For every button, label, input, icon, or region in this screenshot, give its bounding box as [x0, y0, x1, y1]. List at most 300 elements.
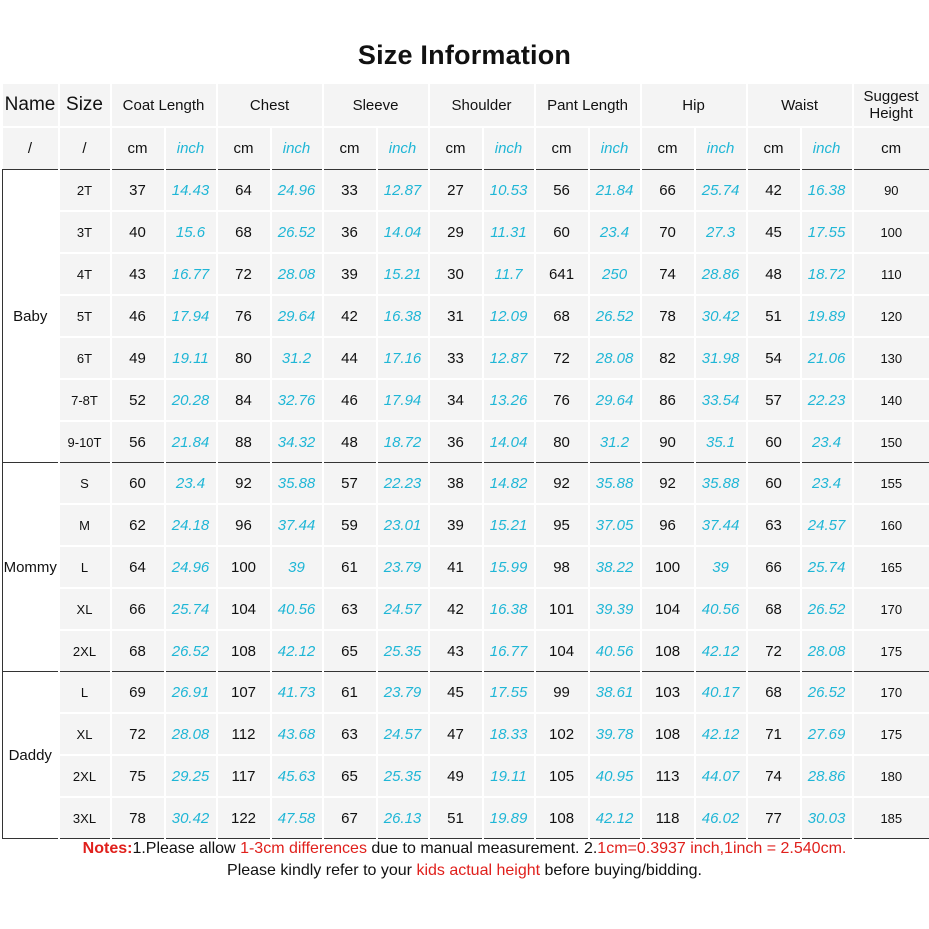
- cell-coat-inch: 15.6: [165, 211, 217, 253]
- cell-hip-inch: 40.56: [695, 588, 747, 630]
- cell-chest-cm: 108: [217, 630, 271, 672]
- cell-height-cm: 175: [853, 713, 929, 755]
- table-row: [3, 630, 929, 672]
- cell-hip-cm: 108: [641, 713, 695, 755]
- cell-height-cm: 185: [853, 797, 929, 839]
- table-row: [3, 379, 929, 421]
- cell-chest-inch: 32.76: [271, 379, 323, 421]
- cell-pant-inch: 38.22: [589, 546, 641, 588]
- unit-inch: inch: [271, 127, 323, 170]
- cell-hip-inch: 37.44: [695, 504, 747, 546]
- table-row: [3, 211, 929, 253]
- cell-coat-cm: 52: [111, 379, 165, 421]
- cell-shoulder-inch: 15.21: [483, 504, 535, 546]
- table-row: [3, 755, 929, 797]
- cell-waist-cm: 71: [747, 713, 801, 755]
- cell-size: 6T: [59, 337, 111, 379]
- cell-height-cm: 140: [853, 379, 929, 421]
- cell-chest-inch: 29.64: [271, 295, 323, 337]
- cell-waist-inch: 24.57: [801, 504, 853, 546]
- cell-coat-cm: 75: [111, 755, 165, 797]
- cell-chest-inch: 42.12: [271, 630, 323, 672]
- cell-pant-inch: 37.05: [589, 504, 641, 546]
- cell-chest-inch: 24.96: [271, 170, 323, 212]
- cell-height-cm: 90: [853, 170, 929, 212]
- cell-pant-cm: 99: [535, 672, 589, 714]
- cell-chest-cm: 100: [217, 546, 271, 588]
- cell-shoulder-inch: 11.31: [483, 211, 535, 253]
- cell-shoulder-cm: 27: [429, 170, 483, 212]
- notes-text: due to manual measurement. 2.: [366, 840, 598, 857]
- cell-shoulder-cm: 45: [429, 672, 483, 714]
- cell-chest-cm: 107: [217, 672, 271, 714]
- cell-chest-cm: 80: [217, 337, 271, 379]
- cell-waist-inch: 25.74: [801, 546, 853, 588]
- cell-coat-inch: 26.52: [165, 630, 217, 672]
- cell-waist-inch: 18.72: [801, 253, 853, 295]
- cell-shoulder-cm: 41: [429, 546, 483, 588]
- cell-waist-cm: 60: [747, 421, 801, 463]
- cell-coat-inch: 26.91: [165, 672, 217, 714]
- cell-hip-cm: 100: [641, 546, 695, 588]
- cell-hip-inch: 39: [695, 546, 747, 588]
- cell-pant-inch: 28.08: [589, 337, 641, 379]
- cell-shoulder-inch: 16.38: [483, 588, 535, 630]
- cell-shoulder-inch: 15.99: [483, 546, 535, 588]
- unit-inch: inch: [483, 127, 535, 170]
- cell-coat-cm: 60: [111, 463, 165, 505]
- cell-height-cm: 170: [853, 672, 929, 714]
- cell-pant-inch: 40.56: [589, 630, 641, 672]
- cell-chest-cm: 104: [217, 588, 271, 630]
- unit-inch: inch: [165, 127, 217, 170]
- cell-waist-inch: 22.23: [801, 379, 853, 421]
- cell-size: M: [59, 504, 111, 546]
- cell-waist-inch: 21.06: [801, 337, 853, 379]
- cell-chest-inch: 37.44: [271, 504, 323, 546]
- cell-chest-cm: 92: [217, 463, 271, 505]
- cell-size: XL: [59, 588, 111, 630]
- cell-shoulder-cm: 39: [429, 504, 483, 546]
- cell-pant-cm: 56: [535, 170, 589, 212]
- cell-waist-cm: 77: [747, 797, 801, 839]
- cell-pant-cm: 108: [535, 797, 589, 839]
- cell-coat-inch: 17.94: [165, 295, 217, 337]
- group-name: Mommy: [3, 463, 59, 672]
- table-row: [3, 797, 929, 839]
- cell-sleeve-cm: 57: [323, 463, 377, 505]
- cell-size: 9-10T: [59, 421, 111, 463]
- unit-row: [3, 127, 929, 170]
- cell-size: L: [59, 672, 111, 714]
- cell-waist-cm: 68: [747, 588, 801, 630]
- notes-text: Please kindly refer to your: [227, 862, 417, 879]
- cell-hip-cm: 82: [641, 337, 695, 379]
- cell-pant-cm: 76: [535, 379, 589, 421]
- header-size: Size: [59, 84, 111, 127]
- cell-height-cm: 170: [853, 588, 929, 630]
- notes-text: 1.Please allow: [132, 840, 241, 857]
- cell-pant-cm: 92: [535, 463, 589, 505]
- cell-coat-inch: 28.08: [165, 713, 217, 755]
- notes-highlight: 1-3cm differences: [240, 840, 367, 857]
- cell-pant-cm: 95: [535, 504, 589, 546]
- cell-waist-inch: 23.4: [801, 421, 853, 463]
- cell-sleeve-inch: 15.21: [377, 253, 429, 295]
- cell-height-cm: 175: [853, 630, 929, 672]
- page-title: Size Information: [357, 40, 572, 70]
- cell-hip-inch: 35.1: [695, 421, 747, 463]
- cell-chest-inch: 47.58: [271, 797, 323, 839]
- cell-size: XL: [59, 713, 111, 755]
- cell-coat-inch: 20.28: [165, 379, 217, 421]
- table-row: [3, 504, 929, 546]
- group-name: Daddy: [3, 672, 59, 839]
- cell-hip-inch: 42.12: [695, 630, 747, 672]
- cell-coat-cm: 62: [111, 504, 165, 546]
- cell-waist-inch: 28.86: [801, 755, 853, 797]
- table-row: [3, 170, 929, 212]
- cell-shoulder-cm: 42: [429, 588, 483, 630]
- cell-waist-cm: 66: [747, 546, 801, 588]
- cell-sleeve-inch: 12.87: [377, 170, 429, 212]
- cell-coat-cm: 66: [111, 588, 165, 630]
- cell-hip-inch: 35.88: [695, 463, 747, 505]
- cell-size: 7-8T: [59, 379, 111, 421]
- cell-chest-cm: 122: [217, 797, 271, 839]
- cell-hip-cm: 92: [641, 463, 695, 505]
- notes-text: before buying/bidding.: [540, 862, 702, 879]
- notes: [0, 838, 929, 882]
- cell-coat-cm: 46: [111, 295, 165, 337]
- cell-shoulder-cm: 49: [429, 755, 483, 797]
- cell-coat-cm: 37: [111, 170, 165, 212]
- cell-coat-cm: 64: [111, 546, 165, 588]
- cell-size: 2XL: [59, 755, 111, 797]
- cell-size: 4T: [59, 253, 111, 295]
- cell-chest-cm: 117: [217, 755, 271, 797]
- cell-pant-cm: 104: [535, 630, 589, 672]
- cell-height-cm: 150: [853, 421, 929, 463]
- cell-sleeve-inch: 24.57: [377, 713, 429, 755]
- cell-shoulder-inch: 13.26: [483, 379, 535, 421]
- cell-waist-cm: 57: [747, 379, 801, 421]
- cell-sleeve-inch: 25.35: [377, 630, 429, 672]
- header-sleeve: Sleeve: [323, 84, 429, 127]
- cell-waist-cm: 51: [747, 295, 801, 337]
- cell-chest-cm: 112: [217, 713, 271, 755]
- cell-waist-inch: 23.4: [801, 463, 853, 505]
- table-row: [3, 253, 929, 295]
- cell-waist-inch: 19.89: [801, 295, 853, 337]
- cell-hip-cm: 66: [641, 170, 695, 212]
- cell-sleeve-inch: 17.94: [377, 379, 429, 421]
- cell-hip-inch: 27.3: [695, 211, 747, 253]
- cell-chest-inch: 35.88: [271, 463, 323, 505]
- cell-pant-inch: 38.61: [589, 672, 641, 714]
- header-suggest-height: [853, 84, 929, 127]
- cell-chest-cm: 84: [217, 379, 271, 421]
- unit-cm: cm: [535, 127, 589, 170]
- cell-hip-cm: 108: [641, 630, 695, 672]
- cell-shoulder-cm: 43: [429, 630, 483, 672]
- cell-chest-cm: 88: [217, 421, 271, 463]
- cell-waist-cm: 42: [747, 170, 801, 212]
- cell-hip-cm: 103: [641, 672, 695, 714]
- unit-cm: cm: [217, 127, 271, 170]
- cell-sleeve-cm: 65: [323, 630, 377, 672]
- cell-waist-cm: 74: [747, 755, 801, 797]
- cell-chest-inch: 39: [271, 546, 323, 588]
- cell-size: L: [59, 546, 111, 588]
- cell-sleeve-cm: 63: [323, 588, 377, 630]
- cell-height-cm: 165: [853, 546, 929, 588]
- cell-shoulder-cm: 31: [429, 295, 483, 337]
- cell-waist-cm: 63: [747, 504, 801, 546]
- table-row: [3, 672, 929, 714]
- cell-pant-inch: 250: [589, 253, 641, 295]
- cell-shoulder-inch: 12.87: [483, 337, 535, 379]
- cell-sleeve-cm: 48: [323, 421, 377, 463]
- unit-cm: cm: [641, 127, 695, 170]
- cell-hip-cm: 90: [641, 421, 695, 463]
- cell-chest-inch: 28.08: [271, 253, 323, 295]
- cell-hip-cm: 70: [641, 211, 695, 253]
- cell-shoulder-cm: 34: [429, 379, 483, 421]
- cell-shoulder-cm: 47: [429, 713, 483, 755]
- cell-chest-cm: 68: [217, 211, 271, 253]
- cell-size: 3XL: [59, 797, 111, 839]
- cell-sleeve-cm: 61: [323, 546, 377, 588]
- table-row: [3, 546, 929, 588]
- header-hip: Hip: [641, 84, 747, 127]
- cell-waist-cm: 68: [747, 672, 801, 714]
- cell-height-cm: 155: [853, 463, 929, 505]
- cell-hip-inch: 46.02: [695, 797, 747, 839]
- unit-cm: cm: [323, 127, 377, 170]
- cell-coat-cm: 56: [111, 421, 165, 463]
- cell-pant-cm: 641: [535, 253, 589, 295]
- cell-coat-cm: 69: [111, 672, 165, 714]
- cell-coat-inch: 25.74: [165, 588, 217, 630]
- cell-hip-inch: 31.98: [695, 337, 747, 379]
- cell-chest-inch: 43.68: [271, 713, 323, 755]
- header-name: Name: [3, 84, 59, 127]
- cell-coat-cm: 78: [111, 797, 165, 839]
- notes-line-1: [0, 838, 929, 860]
- cell-chest-cm: 72: [217, 253, 271, 295]
- cell-sleeve-inch: 18.72: [377, 421, 429, 463]
- cell-pant-cm: 98: [535, 546, 589, 588]
- cell-waist-cm: 72: [747, 630, 801, 672]
- cell-hip-cm: 118: [641, 797, 695, 839]
- cell-hip-cm: 74: [641, 253, 695, 295]
- cell-hip-cm: 104: [641, 588, 695, 630]
- cell-hip-inch: 42.12: [695, 713, 747, 755]
- cell-sleeve-cm: 33: [323, 170, 377, 212]
- cell-size: 3T: [59, 211, 111, 253]
- cell-sleeve-cm: 61: [323, 672, 377, 714]
- cell-pant-cm: 68: [535, 295, 589, 337]
- cell-waist-inch: 26.52: [801, 672, 853, 714]
- cell-chest-inch: 34.32: [271, 421, 323, 463]
- cell-coat-cm: 49: [111, 337, 165, 379]
- cell-pant-cm: 72: [535, 337, 589, 379]
- cell-chest-cm: 64: [217, 170, 271, 212]
- cell-pant-inch: 39.78: [589, 713, 641, 755]
- table-row: [3, 463, 929, 505]
- cell-hip-cm: 96: [641, 504, 695, 546]
- unit-size: /: [59, 127, 111, 170]
- cell-coat-cm: 72: [111, 713, 165, 755]
- cell-hip-cm: 113: [641, 755, 695, 797]
- notes-label: Notes:: [82, 840, 133, 857]
- cell-height-cm: 180: [853, 755, 929, 797]
- cell-sleeve-inch: 22.23: [377, 463, 429, 505]
- cell-pant-inch: 26.52: [589, 295, 641, 337]
- unit-cm: cm: [111, 127, 165, 170]
- cell-sleeve-cm: 65: [323, 755, 377, 797]
- cell-shoulder-inch: 19.11: [483, 755, 535, 797]
- cell-hip-inch: 33.54: [695, 379, 747, 421]
- unit-inch: inch: [801, 127, 853, 170]
- cell-shoulder-inch: 10.53: [483, 170, 535, 212]
- header-waist: Waist: [747, 84, 853, 127]
- cell-sleeve-cm: 59: [323, 504, 377, 546]
- cell-sleeve-inch: 26.13: [377, 797, 429, 839]
- cell-pant-inch: 35.88: [589, 463, 641, 505]
- cell-coat-inch: 16.77: [165, 253, 217, 295]
- cell-sleeve-cm: 46: [323, 379, 377, 421]
- notes-highlight: kids actual height: [416, 862, 541, 879]
- cell-waist-inch: 30.03: [801, 797, 853, 839]
- cell-hip-cm: 86: [641, 379, 695, 421]
- unit-cm: cm: [429, 127, 483, 170]
- cell-height-cm: 110: [853, 253, 929, 295]
- cell-waist-inch: 27.69: [801, 713, 853, 755]
- cell-pant-cm: 80: [535, 421, 589, 463]
- cell-pant-inch: 31.2: [589, 421, 641, 463]
- cell-shoulder-inch: 18.33: [483, 713, 535, 755]
- cell-pant-cm: 102: [535, 713, 589, 755]
- header-suggest-height-line1: Suggest: [863, 88, 919, 105]
- cell-hip-inch: 25.74: [695, 170, 747, 212]
- cell-hip-cm: 78: [641, 295, 695, 337]
- header-row: [3, 84, 929, 127]
- cell-sleeve-cm: 44: [323, 337, 377, 379]
- cell-waist-cm: 54: [747, 337, 801, 379]
- cell-coat-inch: 24.96: [165, 546, 217, 588]
- cell-pant-cm: 101: [535, 588, 589, 630]
- cell-waist-cm: 45: [747, 211, 801, 253]
- cell-shoulder-cm: 33: [429, 337, 483, 379]
- cell-size: 2XL: [59, 630, 111, 672]
- cell-sleeve-inch: 16.38: [377, 295, 429, 337]
- cell-shoulder-inch: 14.04: [483, 421, 535, 463]
- cell-coat-cm: 40: [111, 211, 165, 253]
- cell-hip-inch: 44.07: [695, 755, 747, 797]
- cell-shoulder-cm: 29: [429, 211, 483, 253]
- cell-sleeve-cm: 67: [323, 797, 377, 839]
- cell-shoulder-inch: 17.55: [483, 672, 535, 714]
- cell-chest-inch: 45.63: [271, 755, 323, 797]
- unit-cm: cm: [747, 127, 801, 170]
- cell-size: S: [59, 463, 111, 505]
- unit-cm: cm: [853, 127, 929, 170]
- cell-sleeve-inch: 23.01: [377, 504, 429, 546]
- cell-sleeve-inch: 17.16: [377, 337, 429, 379]
- cell-chest-inch: 31.2: [271, 337, 323, 379]
- cell-shoulder-cm: 51: [429, 797, 483, 839]
- cell-coat-inch: 21.84: [165, 421, 217, 463]
- cell-sleeve-cm: 39: [323, 253, 377, 295]
- cell-pant-cm: 60: [535, 211, 589, 253]
- cell-coat-inch: 19.11: [165, 337, 217, 379]
- group-name: Baby: [3, 170, 59, 463]
- header-coat-length: Coat Length: [111, 84, 217, 127]
- cell-sleeve-cm: 63: [323, 713, 377, 755]
- table-row: [3, 588, 929, 630]
- table-row: [3, 421, 929, 463]
- cell-pant-inch: 29.64: [589, 379, 641, 421]
- cell-waist-inch: 28.08: [801, 630, 853, 672]
- cell-waist-inch: 26.52: [801, 588, 853, 630]
- table-row: [3, 295, 929, 337]
- cell-pant-inch: 42.12: [589, 797, 641, 839]
- cell-waist-inch: 17.55: [801, 211, 853, 253]
- cell-pant-inch: 23.4: [589, 211, 641, 253]
- size-table: [2, 84, 929, 839]
- cell-coat-inch: 23.4: [165, 463, 217, 505]
- cell-chest-cm: 96: [217, 504, 271, 546]
- cell-coat-cm: 43: [111, 253, 165, 295]
- cell-coat-inch: 29.25: [165, 755, 217, 797]
- cell-shoulder-cm: 36: [429, 421, 483, 463]
- cell-shoulder-inch: 11.7: [483, 253, 535, 295]
- cell-sleeve-cm: 42: [323, 295, 377, 337]
- cell-chest-inch: 40.56: [271, 588, 323, 630]
- cell-chest-inch: 41.73: [271, 672, 323, 714]
- cell-shoulder-cm: 38: [429, 463, 483, 505]
- cell-waist-inch: 16.38: [801, 170, 853, 212]
- cell-height-cm: 100: [853, 211, 929, 253]
- unit-inch: inch: [377, 127, 429, 170]
- unit-inch: inch: [589, 127, 641, 170]
- header-shoulder: Shoulder: [429, 84, 535, 127]
- cell-coat-inch: 30.42: [165, 797, 217, 839]
- table-row: [3, 713, 929, 755]
- cell-pant-inch: 40.95: [589, 755, 641, 797]
- cell-waist-cm: 48: [747, 253, 801, 295]
- cell-sleeve-inch: 23.79: [377, 672, 429, 714]
- cell-shoulder-inch: 16.77: [483, 630, 535, 672]
- cell-chest-cm: 76: [217, 295, 271, 337]
- cell-shoulder-inch: 12.09: [483, 295, 535, 337]
- cell-hip-inch: 28.86: [695, 253, 747, 295]
- cell-size: 5T: [59, 295, 111, 337]
- cell-sleeve-cm: 36: [323, 211, 377, 253]
- cell-sleeve-inch: 24.57: [377, 588, 429, 630]
- cell-chest-inch: 26.52: [271, 211, 323, 253]
- cell-shoulder-cm: 30: [429, 253, 483, 295]
- cell-hip-inch: 30.42: [695, 295, 747, 337]
- cell-shoulder-inch: 19.89: [483, 797, 535, 839]
- cell-waist-cm: 60: [747, 463, 801, 505]
- header-suggest-height-line2: Height: [869, 105, 913, 122]
- cell-hip-inch: 40.17: [695, 672, 747, 714]
- cell-pant-inch: 21.84: [589, 170, 641, 212]
- notes-highlight: 1cm=0.3937 inch,1inch = 2.540cm.: [597, 840, 847, 857]
